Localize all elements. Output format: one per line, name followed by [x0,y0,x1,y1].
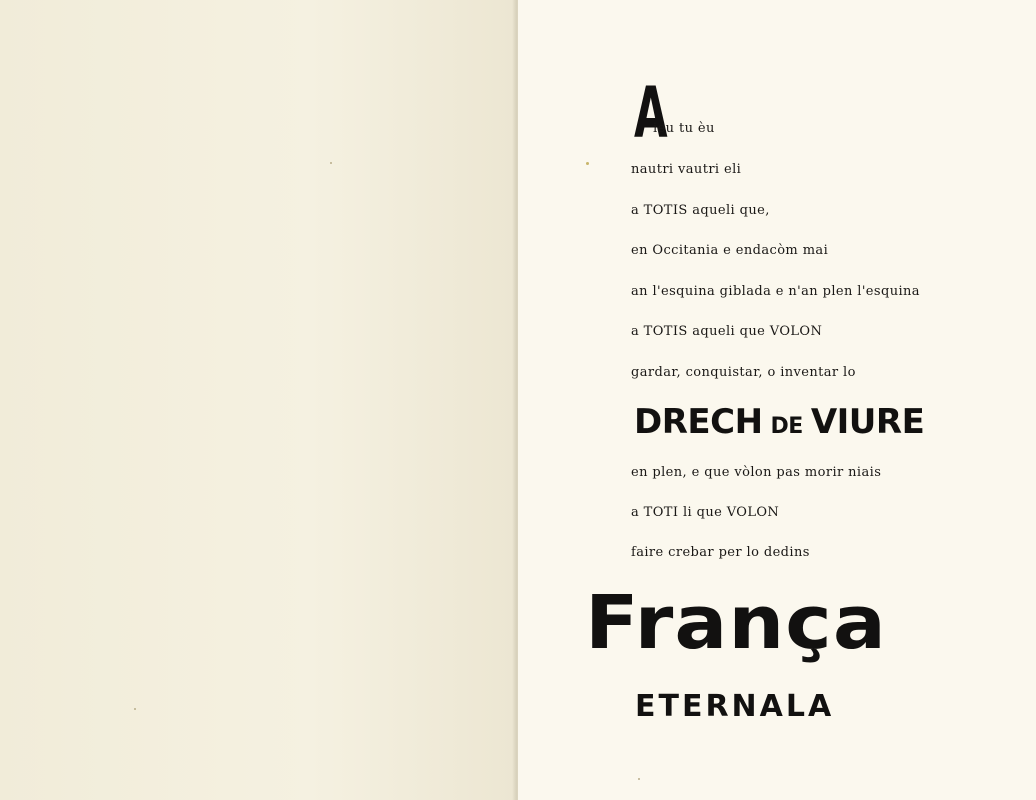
paper-speck [638,778,640,780]
poem-line: en Occitania e endacòm mai [631,243,829,258]
paper-speck [134,708,136,710]
subtitle-eternala: ETERNALA [635,689,835,724]
headline-drech-de-viure [634,400,924,449]
poem-line: gardar, conquistar, o inventar lo [631,365,856,380]
poem-line: an l'esquina giblada e n'an plen l'esquina [631,284,920,299]
poem-line: nautri vautri eli [631,162,742,177]
paper-speck [586,162,589,165]
poem-line: a TOTIS aqueli que, [631,203,770,218]
headline-word-viure: VIURE [810,402,925,442]
drop-cap: A [634,72,667,154]
poem-line: faire crebar per lo dedins [631,545,810,560]
paper-speck [330,162,332,164]
poem-line: ieu tu èu [653,121,715,136]
headline-word-drech: DRECH [634,402,763,442]
big-word-franca: França [585,580,887,666]
poem-line: a TOTI li que VOLON [631,505,780,520]
poem-line: en plen, e que vòlon pas morir niais [631,465,882,480]
headline-word-de: DE [770,414,803,439]
poem-line: a TOTIS aqueli que VOLON [631,324,823,339]
